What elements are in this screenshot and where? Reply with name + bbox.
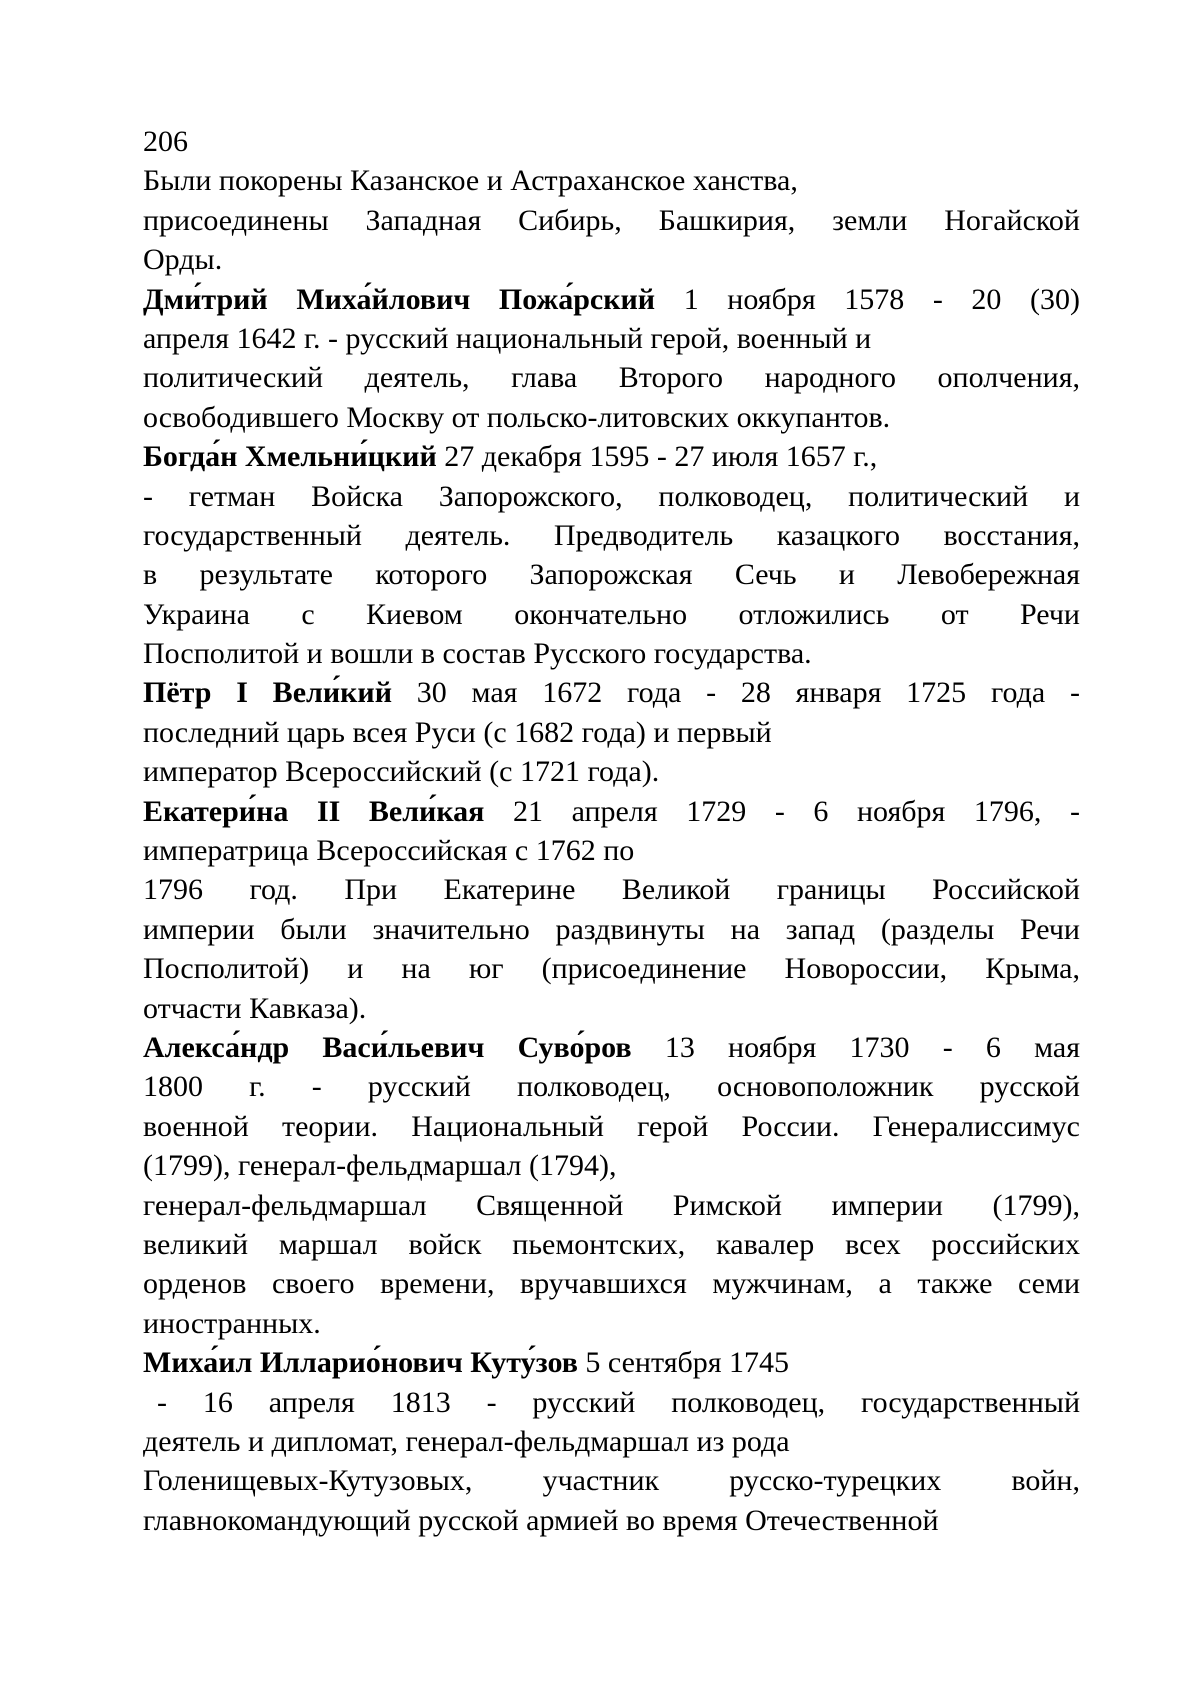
- person-name: Богда́н Хмельни́цкий: [143, 440, 437, 474]
- entry-heading-line: [143, 280, 1080, 319]
- person-name: Пётр I Вели́кий: [143, 676, 392, 710]
- entry-heading-line: [143, 437, 1080, 476]
- text-line: империи были значительно раздвинуты на запад (разделы Речи: [143, 912, 1080, 946]
- text-line: в результате которого Запорожская Сечь и Левобережная: [143, 558, 1080, 592]
- entry-heading-line: [143, 792, 1080, 831]
- person-name: Алекса́ндр Васи́льевич Суво́ров: [143, 1030, 632, 1064]
- text-line: военной теории. Национальный герой России. Генералиссимус: [143, 1109, 1080, 1143]
- text-line: Были покорены Казанское и Астраханское ханства,: [143, 164, 798, 198]
- person-dates: 1 ноября 1578 - 20 (30): [655, 282, 1080, 316]
- entry-heading-line: [143, 1343, 1080, 1382]
- text-line: 1800 г. - русский полководец, основоположник русской: [143, 1070, 1080, 1104]
- text-line: император Всероссийский (с 1721 года).: [143, 755, 660, 789]
- person-dates: 27 декабря 1595 - 27 июля 1657 г.,: [436, 440, 878, 474]
- text-line: (1799), генерал-фельдмаршал (1794),: [143, 1149, 617, 1183]
- person-dates: 30 мая 1672 года - 28 января 1725 года -: [391, 676, 1080, 710]
- text-line: - 16 апреля 1813 - русский полководец, государственный: [157, 1385, 1080, 1419]
- text-line: - гетман Войска Запорожского, полководец, политический и: [143, 479, 1080, 513]
- text-line: Посполитой и вошли в состав Русского государства.: [143, 637, 812, 671]
- text-line: Украина с Киевом окончательно отложились от Речи: [143, 597, 1080, 631]
- text-line: отчасти Кавказа).: [143, 991, 367, 1025]
- text-line: Голенищевых-Кутузовых, участник русско-турецких войн,: [143, 1464, 1080, 1498]
- person-name: Миха́ил Илларио́нович Куту́зов: [143, 1346, 578, 1380]
- text-line: политический деятель, глава Второго народного ополчения,: [143, 361, 1080, 395]
- page-number: 206: [143, 125, 188, 158]
- person-name: Екатери́на II Вели́кая: [143, 794, 485, 828]
- text-line: последний царь всея Руси (с 1682 года) и первый: [143, 715, 772, 749]
- text-line: государственный деятель. Предводитель казацкого восстания,: [143, 518, 1080, 552]
- person-name: Дми́трий Миха́йлович Пожа́рский: [143, 282, 656, 316]
- text-line: императрица Всероссийская с 1762 по: [143, 834, 635, 868]
- text-line: главнокомандующий русской армией во время Отечественной: [143, 1503, 939, 1537]
- entry-heading-line: [143, 1028, 1080, 1067]
- text-line: Посполитой) и на юг (присоединение Новороссии, Крыма,: [143, 952, 1080, 986]
- text-line: освободившего Москву от польско-литовских оккупантов.: [143, 400, 891, 434]
- text-line: Орды.: [143, 243, 223, 277]
- text-line: присоединены Западная Сибирь, Башкирия, земли Ногайской: [143, 203, 1080, 237]
- person-dates: 5 сентября 1745: [577, 1346, 790, 1380]
- person-dates: 13 ноября 1730 - 6 мая: [631, 1030, 1080, 1064]
- text-line: 1796 год. При Екатерине Великой границы Российской: [143, 873, 1080, 907]
- text-line: генерал-фельдмаршал Священной Римской империи (1799),: [143, 1188, 1080, 1222]
- text-line: деятель и дипломат, генерал-фельдмаршал из рода: [143, 1424, 790, 1458]
- entry-heading-line: [143, 673, 1080, 712]
- text-line: великий маршал войск пьемонтских, кавалер всех российских: [143, 1227, 1080, 1261]
- text-line: иностранных.: [143, 1306, 321, 1340]
- text-line: апреля 1642 г. - русский национальный герой, военный и: [143, 321, 872, 355]
- person-dates: 21 апреля 1729 - 6 ноября 1796, -: [484, 794, 1080, 828]
- text-line: орденов своего времени, вручавшихся мужчинам, а также семи: [143, 1267, 1080, 1301]
- document-page: [143, 122, 1080, 1540]
